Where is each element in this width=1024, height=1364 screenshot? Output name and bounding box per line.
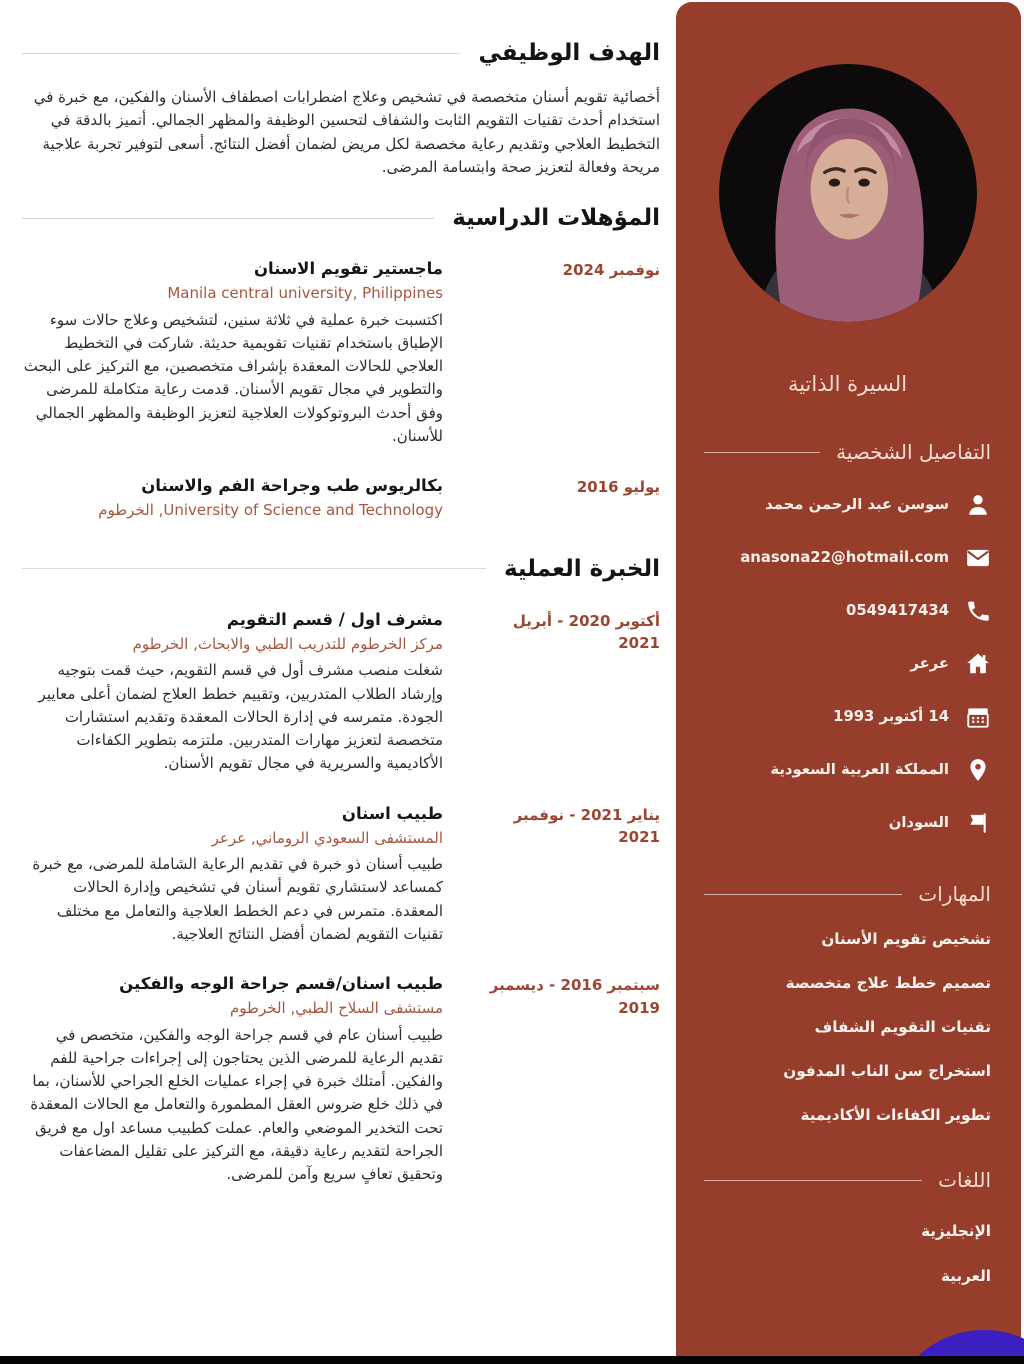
entry-date: نوفمبر 2024	[562, 261, 660, 279]
envelope-icon	[964, 545, 991, 572]
skills-list	[704, 930, 991, 1124]
entry-body	[22, 608, 443, 776]
education-entry	[22, 257, 660, 448]
detail-value: anasona22@hotmail.com	[740, 549, 949, 567]
education-title: المؤهلات الدراسية	[452, 205, 660, 231]
section-objective	[22, 40, 660, 179]
location-pin-icon	[964, 757, 991, 784]
entry-date: أكتوبر 2020 - أبريل 2021	[512, 611, 660, 653]
objective-title: الهدف الوظيفي	[478, 40, 660, 66]
profile-photo	[719, 64, 977, 322]
language-item: الإنجليزية	[921, 1222, 991, 1240]
section-experience	[22, 556, 660, 1187]
experience-title: الخبرة العملية	[503, 555, 660, 582]
education-heading-row	[22, 205, 660, 231]
skill-item: تقنيات التقويم الشفاف	[814, 1018, 991, 1036]
cv-title: السيرة الذاتية	[787, 372, 908, 396]
entry-body	[22, 972, 443, 1186]
entry-body	[22, 257, 443, 448]
heading-divider	[22, 218, 434, 219]
entry-body	[22, 474, 443, 522]
phone-icon	[964, 598, 991, 625]
entry-date: يناير 2021 - نوفمبر 2021	[513, 805, 660, 847]
sidebar	[676, 2, 1021, 1356]
objective-heading-row	[22, 40, 660, 66]
experience-heading-row	[22, 556, 660, 582]
entry-organization: University of Science and Technology, الخرطوم	[98, 501, 443, 520]
detail-row-birthdate	[704, 702, 991, 732]
entry-date: سبتمبر 2016 - ديسمبر 2019	[489, 976, 660, 1017]
languages-list	[704, 1222, 991, 1285]
skills-heading-row	[704, 882, 991, 906]
entry-body	[22, 802, 443, 947]
calendar-icon	[964, 704, 991, 731]
heading-divider	[22, 568, 486, 569]
profile-photo-illustration	[719, 64, 977, 322]
entry-organization: Manila central university, Philippines	[167, 284, 443, 303]
bottom-bar	[0, 1356, 1024, 1364]
details-heading-row	[704, 440, 991, 464]
detail-row-email	[704, 543, 991, 573]
entry-organization: المستشفى السعودي الروماني, عرعر	[211, 828, 443, 847]
skill-item: تصميم خطط علاج متخصصة	[785, 974, 991, 992]
entry-role: طبيب اسنان/قسم جراحة الوجه والفكين	[119, 974, 443, 994]
detail-row-city	[704, 649, 991, 679]
skill-item: تشخيص تقويم الأسنان	[821, 930, 991, 948]
home-icon	[964, 651, 991, 678]
skill-item: تطوير الكفاءات الأكاديمية	[800, 1106, 991, 1124]
user-icon	[964, 492, 991, 519]
detail-value: 0549417434	[846, 602, 949, 620]
section-education	[22, 205, 660, 522]
detail-row-phone	[704, 596, 991, 626]
heading-divider	[22, 53, 460, 54]
entry-organization: مركز الخرطوم للتدريب الطبي والابحاث, الخرطوم	[132, 634, 443, 653]
entry-role: مشرف اول / قسم التقويم	[226, 609, 443, 629]
skills-title: المهارات	[918, 882, 991, 906]
heading-divider	[704, 894, 902, 895]
entry-date: يوليو 2016	[576, 478, 660, 497]
objective-text: أخصائية تقويم أسنان متخصصة في تشخيص وعلاج اضطرابات اصطفاف الأسنان والفكين، مع خبرة في استخدام أحدث تقنيات التقويم الثابت والشفاف لتحسين الوظيفة والمظهر الجمالي. أتميز بالدقة في التخطيط العلاجي وتقديم رعاية مخصصة لكل مريض لضمان أفضل النتائج. أسعى لتوفير تجربة علاجية مريحة وفعالة لتعزيز صحة وابتسامة المرضى.	[33, 88, 660, 176]
detail-value: 14 أكتوبر 1993	[833, 708, 949, 726]
experience-entry	[22, 972, 660, 1186]
heading-divider	[704, 452, 820, 453]
entry-description: شغلت منصب مشرف أول في قسم التقويم، حيث قمت بتوجيه وإرشاد الطلاب المتدربين، وتقييم خطط العلاج لضمان أعلى معايير الجودة. متمرسه في إدارة الحالات المعقدة وتقديم استشارات متخصصة لتعزيز مهارات المتدربين. ملتزمه بتطوير الكفاءات الأكاديمية والسريرية في مجال تقويم الأسنان.	[38, 661, 443, 773]
entry-description: طبيب أسنان ذو خبرة في تقديم الرعاية الشاملة للمرضى، مع خبرة كمساعد لاستشاري تقويم أسنان في تشخيص وإدارة الحالات المعقدة. متمرس في دعم الخطط العلاجية والتعامل مع مختلف تقنيات التقويم لضمان أفضل النتائج العلاجية.	[32, 855, 443, 943]
detail-row-country	[704, 755, 991, 785]
detail-value: عرعر	[910, 655, 949, 673]
language-item: العربية	[940, 1267, 991, 1285]
education-entry	[22, 474, 660, 522]
detail-row-name	[704, 490, 991, 520]
entry-degree: بكالريوس طب وجراحة الفم والاسنان	[141, 476, 443, 496]
personal-details-list	[704, 490, 991, 838]
entry-description: طبيب أسنان عام في قسم جراحة الوجه والفكين، متخصص في تقديم الرعاية للمرضى الذين يحتاجون إلى إجراءات جراحية للفم والفكين. أمتلك خبرة في إجراء عمليات الخلع الجراحي للأسنان، بما في ذلك خلع ضروس العقل المطمورة والتعامل مع الحالات المعقدة تحت التخدير الموضعي والعام. عملت كطبيب مساعد اول مع فريق الجراحة لتقديم رعاية دقيقة، مع التركيز على تقليل المضاعفات وتحقيق تعافٍ سريع وآمن للمرضى.	[30, 1025, 443, 1184]
entry-role: طبيب اسنان	[341, 803, 443, 823]
entry-description: اكتسبت خبرة عملية في ثلاثة سنين، لتشخيص وعلاج حالات سوء الإطباق باستخدام تقنيات تقويمية حديثة. شاركت في التخطيط العلاجي للحالات المعقدة بإشراف متخصصين، مع التركيز على البحث والتطوير في مجال تقويم الأسنان. قدمت رعاية متكاملة للمرضى وفق أحدث البروتوكولات العلاجية لتعزيز الوظيفة والمظهر الجمالي للأسنان.	[23, 310, 443, 445]
experience-entry	[22, 802, 660, 947]
entry-organization: مستشفى السلاح الطبي, الخرطوم	[230, 999, 443, 1018]
languages-heading-row	[704, 1168, 991, 1192]
languages-title: اللغات	[938, 1168, 991, 1192]
heading-divider	[704, 1180, 922, 1181]
flag-icon	[964, 810, 991, 837]
experience-entry	[22, 608, 660, 776]
detail-value: سوسن عبد الرحمن محمد	[765, 496, 949, 514]
entry-degree: ماجستير تقويم الاسنان	[253, 259, 443, 278]
detail-value: السودان	[888, 814, 949, 832]
skill-item: استخراج سن الناب المدفون	[783, 1062, 991, 1080]
detail-value: المملكة العربية السعودية	[770, 761, 949, 779]
detail-row-nationality	[704, 808, 991, 838]
details-title: التفاصيل الشخصية	[836, 440, 991, 464]
